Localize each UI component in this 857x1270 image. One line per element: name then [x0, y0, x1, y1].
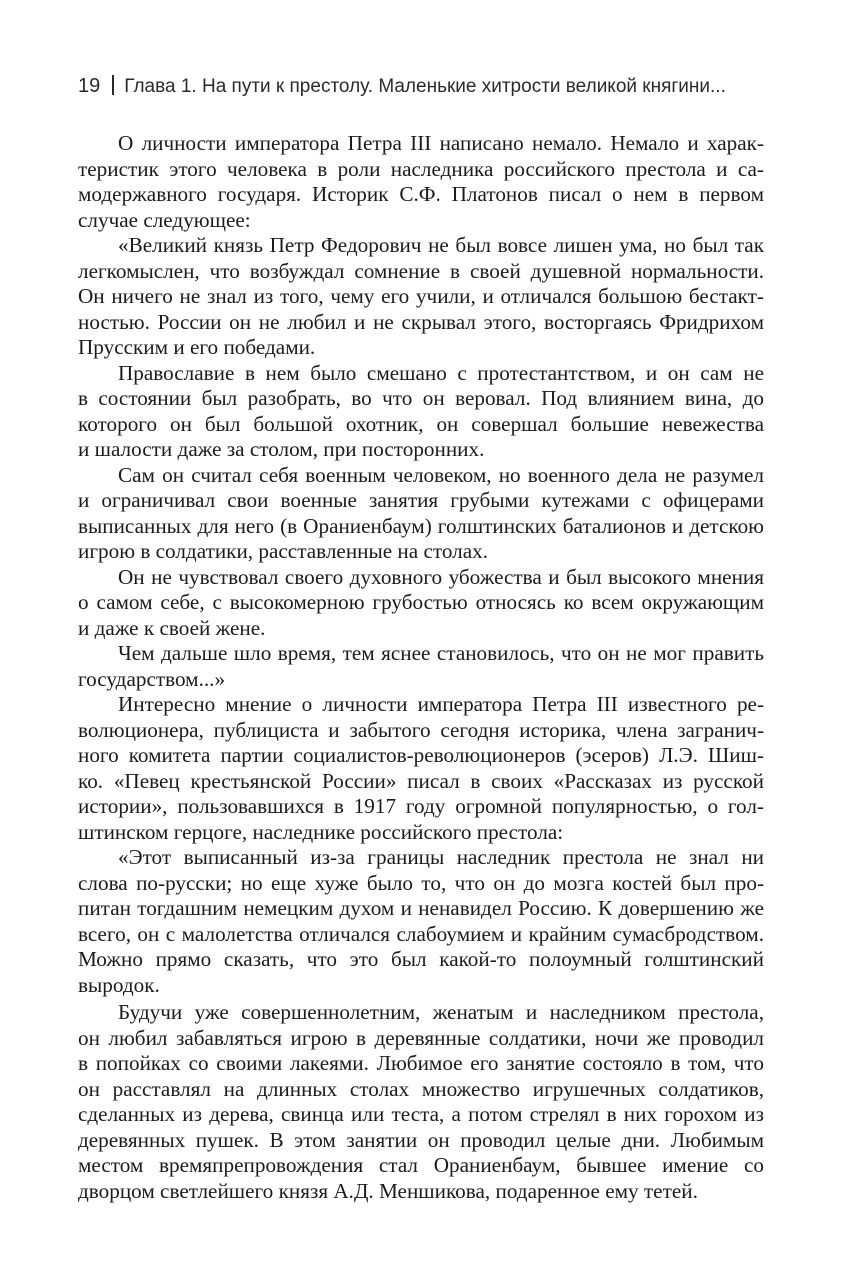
text-line: о самом себе, с высокомерною грубостью относясь ко всем окружающим [78, 590, 764, 614]
text-line: выписанных для него (в Ораниенбаум) голштинских баталионов и детскою [78, 513, 764, 538]
text-line: Он ничего не знал из того, чему его учили, и отличался большою бестакт- [78, 284, 764, 308]
text-line: Православие в нем было смешано с протестантством, и он сам не [118, 360, 764, 385]
paragraph [78, 233, 764, 361]
text-line: легкомыслен, что возбуждал сомнение в своей душевной нормальности. [78, 258, 764, 283]
text-line: и шалости даже за столом, при посторонних. [78, 437, 485, 461]
text-line: модержавного государя. Историк С.Ф. Платонов писал о нем в первом [78, 182, 764, 206]
text-line: дворцом светлейшего князя А.Д. Меншикова, подаренное ему тетей. [78, 1178, 698, 1203]
page-number: 19 [78, 75, 101, 97]
running-header [78, 74, 798, 99]
paragraph [78, 361, 764, 463]
text-line: ного комитета партии социалистов-революционеров (эсеров) Л.Э. Шиш- [78, 743, 764, 767]
paragraph [78, 692, 764, 845]
text-line: он любил забавляться игрою в деревянные солдатики, ночи же проводил [78, 1025, 764, 1050]
text-line: он расставлял на длинных столах множество игрушечных солдатиков, [78, 1076, 764, 1101]
text-line: Будучи уже совершеннолетним, женатым и наследником престола, [118, 1000, 764, 1024]
text-line: Интересно мнение о личности императора Петра III известного ре- [118, 692, 764, 716]
text-line: которого он был большой охотник, он совершал большие невежества [78, 411, 764, 436]
text-line: Чем дальше шло время, тем яснее становилось, что он не мог править [118, 641, 764, 665]
text-line: всего, он с малолетства отличался слабоумием и крайним сумасбродством. [78, 921, 764, 946]
paragraph [78, 641, 764, 692]
paragraph [78, 1000, 764, 1204]
text-line: случае следующее: [78, 207, 251, 232]
text-line: истории», пользовавшихся в 1917 году огромной популярностью, о гол- [78, 794, 764, 818]
text-line: Сам он считал себя военным человеком, но военного дела не разумел [118, 462, 764, 487]
paragraph [78, 565, 764, 642]
text-line: штинском герцоге, наследнике российского престола: [78, 819, 564, 844]
text-line: и даже к своей жене. [78, 615, 266, 640]
text-line: Прусским и его победами. [78, 335, 316, 359]
body-text [78, 131, 764, 1204]
text-line: О личности императора Петра III написано немало. Немало и харак- [118, 131, 764, 155]
text-line: ностью. России он не любил и не скрывал этого, восторгаясь Фридрихом [78, 309, 764, 334]
text-line: игрою в солдатики, расставленные на столах. [78, 539, 489, 563]
paragraph [78, 131, 764, 233]
text-line: волюционера, публициста и забытого сегодня историка, члена загранич- [78, 717, 764, 742]
text-line: государством...» [78, 666, 226, 691]
text-line: «Этот выписанный из-за границы наследник престола не знал ни [118, 845, 764, 869]
running-title: Глава 1. На пути к престолу. Маленькие хитрости великой княгини... [124, 76, 726, 97]
text-line: слова по-русски; но еще хуже было то, что он до мозга костей был про- [78, 870, 764, 895]
header-separator [112, 75, 114, 95]
text-line: и ограничивал свои военные занятия грубыми кутежами с офицерами [78, 488, 764, 512]
text-line: Он не чувствовал своего духовного убожества и был высокого мнения [118, 564, 764, 589]
text-line: в попойках со своими лакеями. Любимое его занятие состояло в том, что [78, 1051, 764, 1075]
text-line: местом времяпрепровождения стал Ораниенбаум, бывшее имение со [78, 1153, 764, 1177]
text-line: в состоянии был разобрать, во что он веровал. Под влиянием вина, до [78, 386, 764, 410]
text-line: «Великий князь Петр Федорович не был вовсе лишен ума, но был так [118, 233, 764, 257]
paragraph [78, 845, 764, 998]
text-line: питан тогдашним немецким духом и ненавидел Россию. К довершению же [78, 896, 764, 920]
text-line: Можно прямо сказать, что это был какой-то полоумный голштинский [78, 947, 764, 971]
text-line: деревянных пушек. В этом занятии он проводил целые дни. Любимым [78, 1127, 764, 1152]
text-line: сделанных из дерева, свинца или теста, а потом стрелял в них горохом из [78, 1102, 764, 1126]
paragraph [78, 463, 764, 565]
text-line: теристик этого человека в роли наследника российского престола и са- [78, 156, 764, 181]
text-line: выродок. [78, 972, 160, 997]
text-line: ко. «Певец крестьянской России» писал в своих «Рассказах из русской [78, 768, 764, 793]
